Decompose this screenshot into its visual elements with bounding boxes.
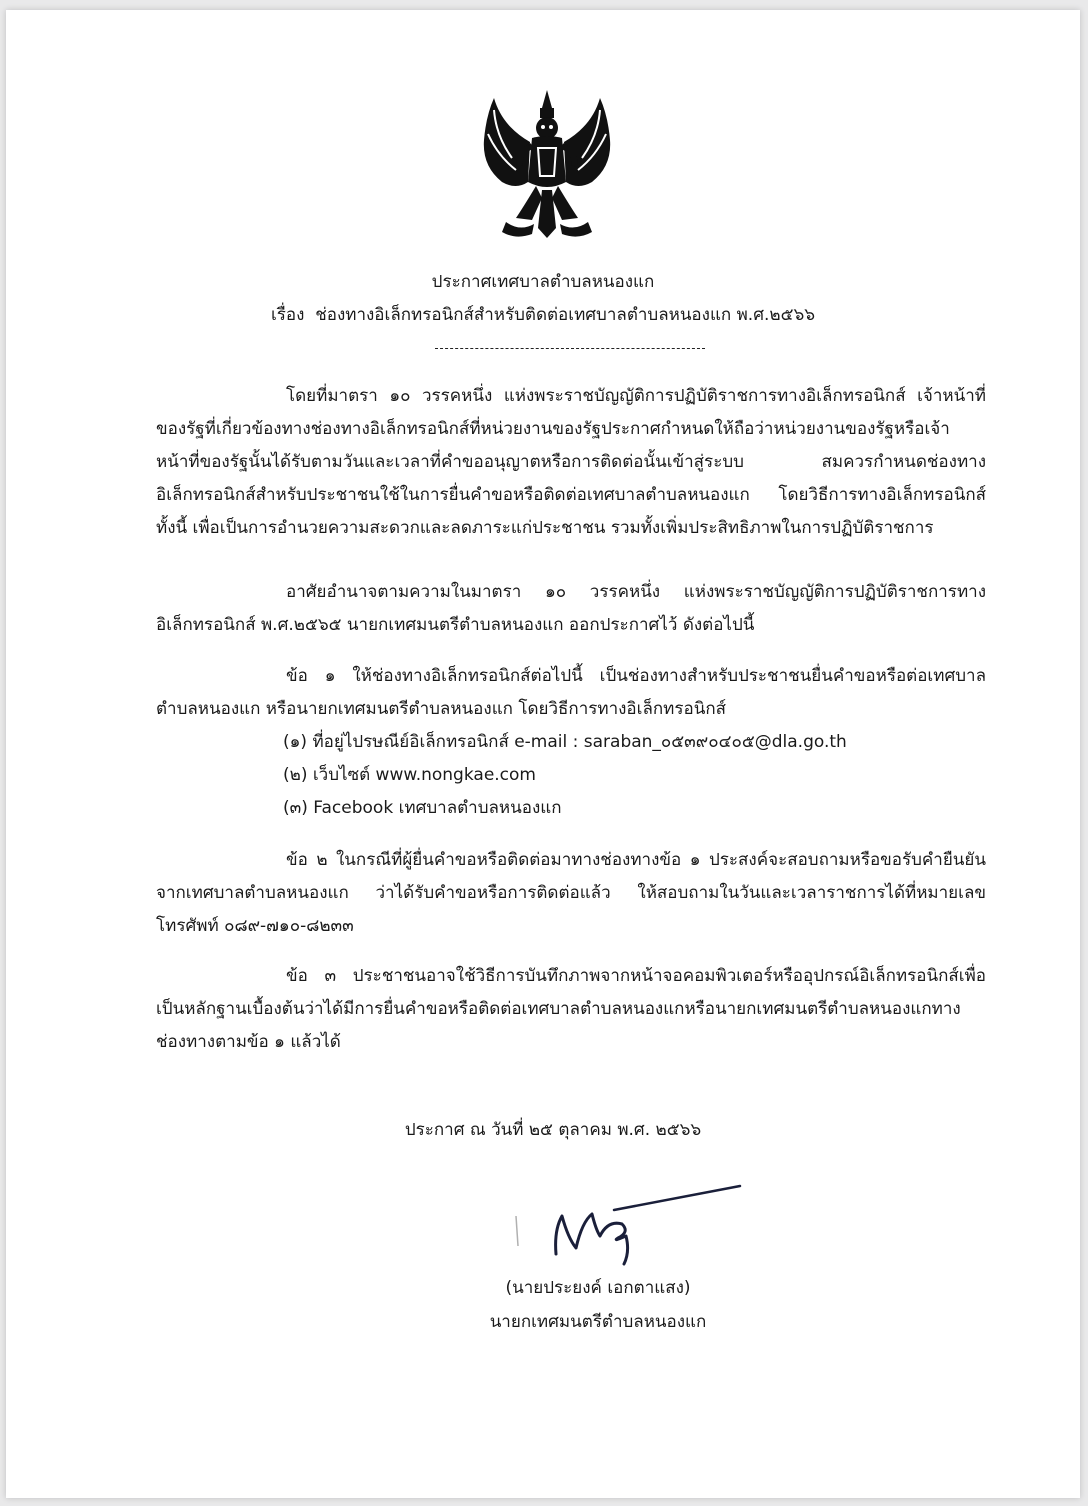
- channel-website: (๒) เว็บไซต์ www.nongkae.com: [283, 765, 536, 785]
- channel-facebook: (๓) Facebook เทศบาลตำบลหนองแก: [283, 798, 562, 818]
- paragraph-preamble: โดยที่มาตรา ๑๐ วรรคหนึ่ง แห่งพระราชบัญญัติการปฏิบัติราชการทางอิเล็กทรอนิกส์ เจ้าหน้าที่ของรัฐที่เกี่ยวข้องทางช่องทางอิเล็กทรอนิกส์ที่หน่วยงานของรัฐประกาศกำหนดให้ถือว่าหน่วยงานของรัฐหรือเจ้าหน้าที่ของรัฐนั้นได้รับตามวันและเวลาที่คำขออนุญาตหรือการติดต่อนั้นเข้าสู่ระบบ สมควรกำหนดช่องทางอิเล็กทรอนิกส์สำหรับประชาชนใช้ในการยื่นคำขอหรือติดต่อเทศบาลตำบลหนองแก โดยวิธีการทางอิเล็กทรอนิกส์ ทั้งนี้ เพื่อเป็นการอำนวยความสะดวกและลดภาระแก่ประชาชน รวมทั้งเพิ่มประสิทธิภาพในการปฏิบัติราชการ: [156, 386, 986, 538]
- clause-3: ข้อ ๓ ประชาชนอาจใช้วิธีการบันทึกภาพจากหน้าจอคอมพิวเตอร์หรืออุปกรณ์อิเล็กทรอนิกส์เพื่อเป็นหลักฐานเบื้องต้นว่าได้มีการยื่นคำขอหรือติดต่อเทศบาลตำบลหนองแกหรือนายกเทศมนตรีตำบลหนองแกทางช่องทางตามข้อ ๑ แล้วได้: [156, 966, 986, 1052]
- subject-label: เรื่อง: [270, 305, 305, 325]
- subject-text: ช่องทางอิเล็กทรอนิกส์สำหรับติดต่อเทศบาลตำบลหนองแก พ.ศ.๒๕๖๖: [315, 305, 816, 325]
- announcement-subject-line: [6, 299, 1080, 332]
- announcement-date: ประกาศ ณ วันที่ ๒๕ ตุลาคม พ.ศ. ๒๕๖๖: [404, 1120, 702, 1140]
- clause-1: ข้อ ๑ ให้ช่องทางอิเล็กทรอนิกส์ต่อไปนี้ เป็นช่องทางสำหรับประชาชนยื่นคำขอหรือต่อเทศบาลตำบลหนองแก หรือนายกเทศมนตรีตำบลหนองแก โดยวิธีการทางอิเล็กทรอนิกส์: [156, 666, 986, 719]
- signer-title: นายกเทศมนตรีตำบลหนองแก: [489, 1312, 707, 1332]
- paragraph-authority: อาศัยอำนาจตามความในมาตรา ๑๐ วรรคหนึ่ง แห่งพระราชบัญญัติการปฏิบัติราชการทางอิเล็กทรอนิกส์ พ.ศ.๒๕๖๕ นายกเทศมนตรีตำบลหนองแก ออกประกาศไว้ ดังต่อไปนี้: [156, 582, 986, 635]
- handwritten-signature: [496, 1176, 756, 1266]
- announcement-title: ประกาศเทศบาลตำบลหนองแก: [431, 272, 655, 292]
- document-page: [6, 10, 1080, 1498]
- clause-2: ข้อ ๒ ในกรณีที่ผู้ยื่นคำขอหรือติดต่อมาทางช่องทางข้อ ๑ ประสงค์จะสอบถามหรือขอรับคำยืนยันจากเทศบาลตำบลหนองแก ว่าได้รับคำขอหรือการติดต่อแล้ว ให้สอบถามในวันและเวลาราชการได้ที่หมายเลขโทรศัพท์ ๐๘๙-๗๑๐-๘๒๓๓: [156, 850, 986, 936]
- header-divider: [435, 348, 705, 349]
- channel-email: (๑) ที่อยู่ไปรษณีย์อิเล็กทรอนิกส์ e-mail : saraban_๐๕๓๙๐๔๐๕@dla.go.th: [283, 732, 847, 752]
- signer-name: (นายประยงค์ เอกตาแสง): [505, 1278, 691, 1298]
- garuda-emblem-icon: [472, 86, 622, 246]
